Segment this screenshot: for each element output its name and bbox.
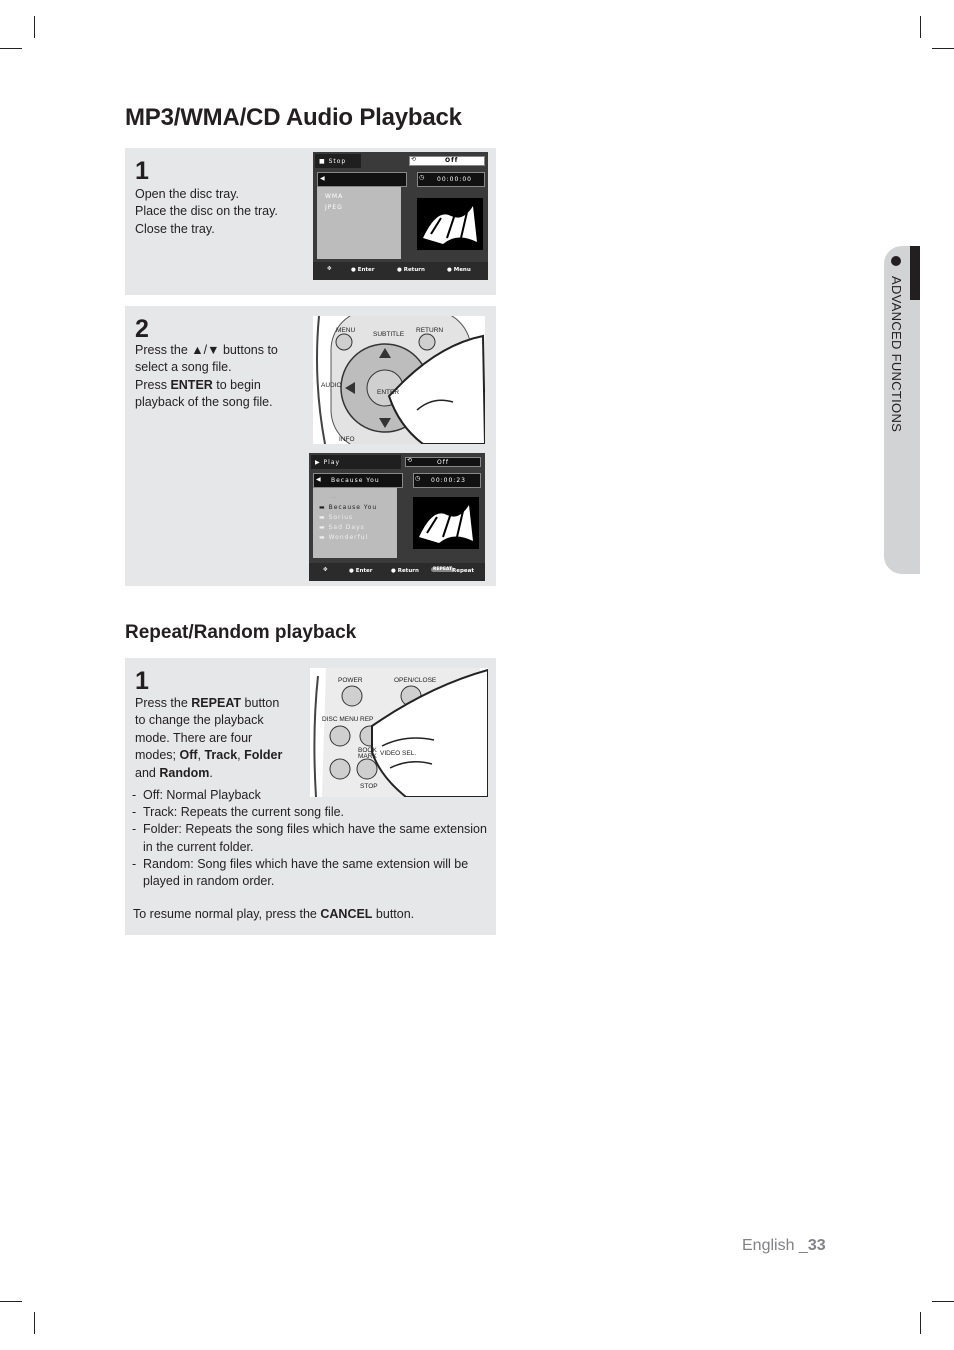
remote-return-label: RETURN	[416, 327, 444, 334]
osd-footer-enter: ● Enter	[349, 568, 373, 574]
osd-footer-repeat-tag: REPEAT	[433, 567, 453, 572]
resume-instruction: To resume normal play, press the CANCEL button.	[133, 907, 415, 921]
side-tab-label: ADVANCED FUNCTIONS	[889, 276, 904, 433]
crop-mark	[920, 16, 921, 38]
up-down-arrows-icon: ▲/▼	[191, 343, 220, 357]
osd-screen-play	[309, 453, 485, 581]
crop-mark	[920, 1312, 921, 1334]
page-footer: English _33	[742, 1237, 826, 1254]
osd-file-list	[313, 488, 397, 558]
crop-mark	[932, 48, 954, 49]
osd-thumbnail	[417, 198, 483, 250]
note-item: - Folder: Repeats the song files which have the same extension in the current folder.	[131, 821, 491, 855]
step1-line: Open the disc tray.	[135, 187, 239, 201]
album-art-icon	[417, 198, 483, 250]
osd-current-box	[317, 172, 407, 187]
remote-info-label: INFO	[339, 436, 355, 443]
osd-thumbnail	[413, 497, 479, 549]
osd-file-item: ..	[331, 493, 337, 500]
osd-file-item: ▬ Wonderful	[319, 534, 369, 541]
osd-file-item: JPEG	[325, 204, 343, 211]
crop-mark	[34, 16, 35, 38]
osd-repeat-icon: ⟲	[411, 156, 418, 163]
remote-bookmark-label: BOOK MARK	[358, 747, 377, 760]
osd-file-item: ▬ Sad Days	[319, 524, 365, 531]
side-tab-marker	[910, 246, 920, 300]
remote-repeat-illustration	[310, 668, 488, 797]
nav-arrows-icon: ✥	[323, 567, 328, 573]
remote-audio-label: AUDIO	[321, 382, 342, 389]
osd-status: ▶ Play	[315, 459, 341, 466]
osd-mode: Off	[437, 459, 449, 466]
step2-number: 2	[135, 315, 149, 343]
remote-dpad-illustration	[313, 316, 485, 444]
remote-menu-label: MENU	[336, 327, 356, 334]
page-title: MP3/WMA/CD Audio Playback	[125, 104, 462, 131]
osd-time: 00:00:00	[437, 176, 472, 183]
repeat-step-number: 1	[135, 667, 149, 695]
osd-footer-menu: ● Menu	[447, 267, 471, 273]
osd-footer-enter: ● Enter	[351, 267, 375, 273]
osd-screen-stop	[313, 152, 488, 280]
page-number: 33	[807, 1237, 826, 1254]
speaker-icon: ◀	[316, 476, 322, 483]
step1-number: 1	[135, 157, 149, 185]
crop-mark	[0, 1301, 22, 1302]
osd-footer-repeat: Repeat	[452, 568, 474, 574]
repeat-step-text: Press the REPEAT button to change the playback mode. There are four modes; Off, Track, Folder and Random.	[135, 696, 283, 780]
crop-mark	[932, 1301, 954, 1302]
step1-line: Place the disc on the tray.	[135, 204, 278, 219]
osd-file-item: WMA	[325, 193, 344, 200]
remote-openclose-label: OPEN/CLOSE	[394, 677, 437, 684]
osd-status: ■ Stop	[319, 158, 347, 165]
crop-mark	[34, 1312, 35, 1334]
osd-time: 00:00:23	[431, 477, 466, 484]
crop-mark	[0, 48, 22, 49]
clock-icon: ◷	[415, 475, 422, 482]
speaker-icon: ◀	[320, 175, 326, 182]
clock-icon: ◷	[419, 174, 426, 181]
nav-arrows-icon: ✥	[327, 266, 332, 272]
remote-enter-label: ENTER	[377, 389, 400, 396]
osd-footer-return: ● Return	[397, 267, 425, 273]
note-item: - Track: Repeats the current song file.	[131, 804, 491, 821]
remote-stop-label: STOP	[360, 783, 378, 790]
osd-mode: Off	[445, 157, 459, 164]
osd-repeat-icon: ⟲	[407, 457, 414, 464]
remote-rep-label: REP	[360, 716, 374, 723]
section-title: Repeat/Random playback	[125, 622, 357, 643]
osd-file-item: ▬ Sorius	[319, 514, 354, 521]
bullet-icon	[891, 256, 901, 266]
step2-text: Press the ▲/▼ buttons to select a song file. Press ENTER to begin playback of the song file.	[135, 343, 278, 410]
remote-discmenu-label: DISC MENU	[322, 716, 359, 723]
remote-videosel-label: VIDEO SEL.	[380, 750, 417, 757]
note-item: - Random: Song files which have the same extension will be played in random order.	[131, 856, 491, 890]
repeat-mode-notes	[131, 787, 491, 890]
step1-text	[135, 186, 295, 238]
remote-repeat-icon	[310, 668, 488, 797]
remote-power-label: POWER	[338, 677, 363, 684]
step1-line: Close the tray.	[135, 221, 215, 236]
osd-footer-return: ● Return	[391, 568, 419, 574]
remote-subtitle-label: SUBTITLE	[373, 331, 405, 338]
osd-current-track: Because You	[331, 477, 380, 484]
note-item: - Off: Normal Playback	[131, 787, 491, 804]
osd-file-item: ▬ Because You	[319, 504, 378, 511]
album-art-icon	[413, 497, 479, 549]
